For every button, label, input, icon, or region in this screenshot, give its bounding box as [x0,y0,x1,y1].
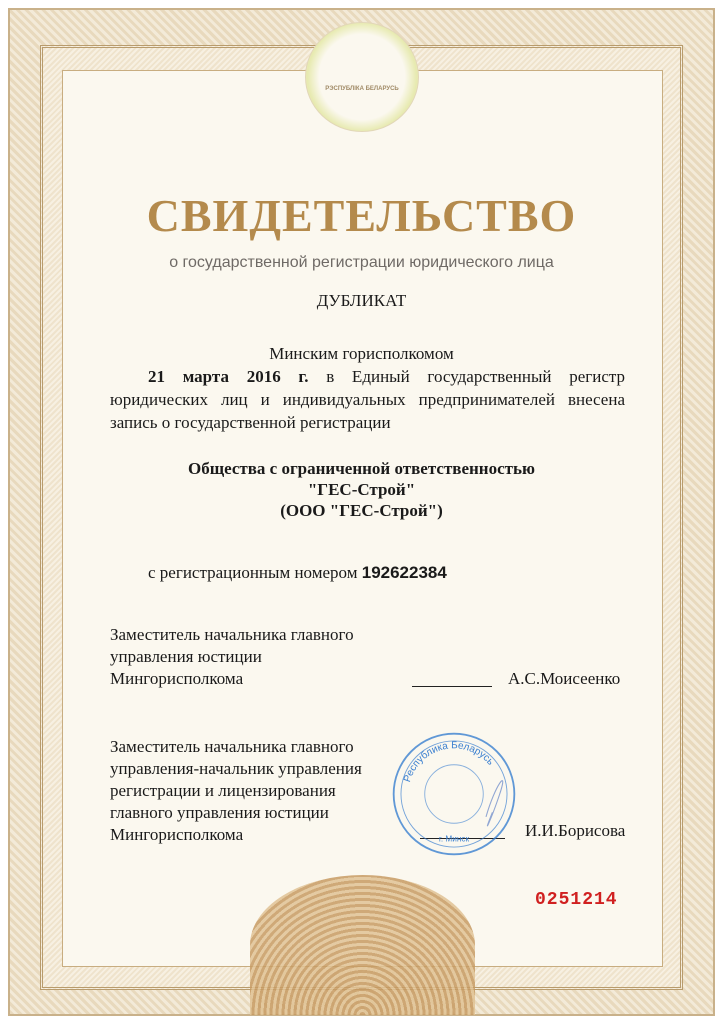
company-short-name: (ООО "ГЕС-Строй") [280,501,443,520]
duplicate-label: ДУБЛИКАТ [316,291,407,310]
body-line-2: юридических лиц и индивидуальных предпринимателей внесена [110,390,625,409]
stamp-city: г. Минск [438,834,470,844]
signatory-2-title-3: регистрации и лицензирования [110,781,336,800]
signature-line-1 [412,686,492,687]
signatory-1-title-1: Заместитель начальника главного [110,625,354,644]
stamp-outer-text: Республика Беларусь [402,740,496,784]
body-text: в Единый государственный регистр [326,367,625,386]
emblem-text: РЭСПУБЛІКА БЕЛАРУСЬ [325,86,399,92]
signatory-2-name: И.И.Борисова [525,821,626,840]
serial-number: 0251214 [535,890,618,910]
registration-number-row [148,562,447,584]
issuer: Минским горисполкомом [269,344,454,363]
company-name-line-2: "ГЕС-Строй" [307,480,416,499]
certificate-title: СВИДЕТЕЛЬСТВО [146,190,577,241]
body-line-3: запись о государственной регистрации [110,413,391,432]
official-stamp-icon [390,730,518,858]
certificate-subtitle: о государственной регистрации юридического лица [169,254,554,271]
state-emblem-icon [305,22,419,132]
registration-number: 192622384 [361,563,447,582]
reg-label: с регистрационным номером [148,563,358,582]
signatory-2-title-5: Мингорисполкома [110,825,244,844]
signatory-2-title-1: Заместитель начальника главного [110,737,354,756]
signatory-1-name: А.С.Моисеенко [508,669,621,688]
body-line-1 [110,366,625,388]
signatory-2-title-4: главного управления юстиции [110,803,329,822]
signatory-2-title-2: управления-начальник управления [110,759,362,778]
signatory-1-title-3: Мингорисполкома [110,669,244,688]
decorative-rosette [250,875,475,1015]
company-name-line-1: Общества с ограниченной ответственностью [188,459,535,478]
registration-date: 21 марта 2016 г. [148,367,309,386]
signatory-1-title-2: управления юстиции [110,647,262,666]
